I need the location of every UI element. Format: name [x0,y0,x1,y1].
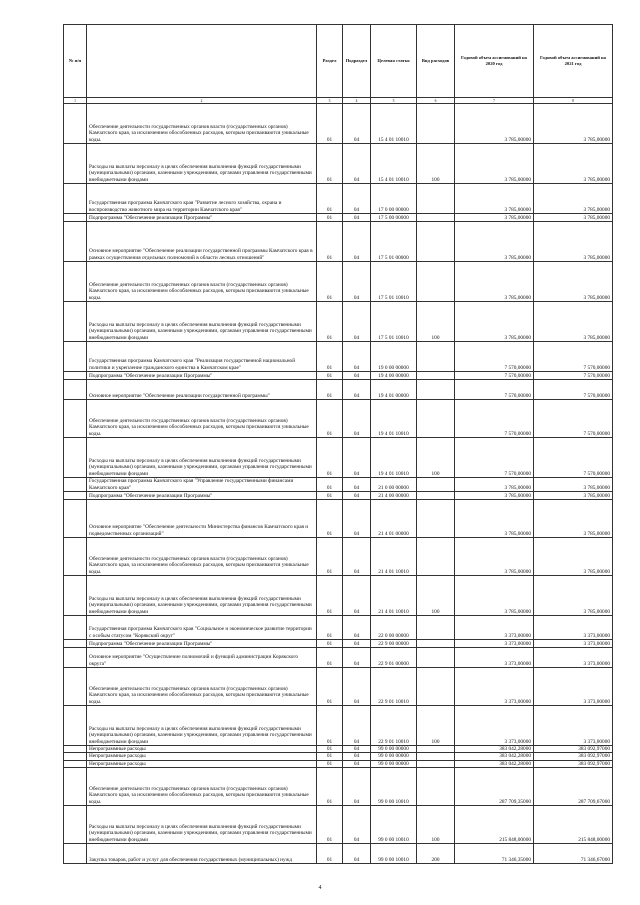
row-amount-2021: 3 373,00000 [534,706,613,746]
row-target-article: 17 5 01 00000 [371,222,417,262]
row-target-article: 15 4 01 10010 [371,104,417,144]
table-row [64,538,613,576]
row-subsection: 04 [343,640,371,648]
row-subsection: 04 [343,104,371,144]
row-expense-type [417,616,455,640]
row-number [64,668,87,706]
row-subsection: 04 [343,380,371,400]
row-target-article: 17 5 01 10010 [371,262,417,302]
row-section: 01 [317,372,343,380]
row-section: 01 [317,478,343,492]
row-amount-2020: 3 785,00000 [455,262,534,302]
row-section: 01 [317,214,343,222]
row-target-article: 17 0 00 00000 [371,184,417,214]
row-subsection: 04 [343,616,371,640]
table-row [64,342,613,372]
row-name: Непрограммные расходы [87,760,317,767]
row-expense-type [417,648,455,668]
row-amount-2021: 383 092,97000 [534,760,613,767]
row-section: 01 [317,342,343,372]
row-amount-2021: 3 373,00000 [534,616,613,640]
row-section: 01 [317,492,343,500]
row-section: 01 [317,438,343,478]
row-expense-type [417,372,455,380]
table-row [64,222,613,262]
table-row [64,478,613,492]
row-number [64,746,87,753]
row-expense-type [417,768,455,806]
row-section: 01 [317,538,343,576]
row-name: Непрограммные расходы [87,753,317,760]
row-amount-2021: 3 785,00000 [534,500,613,538]
table-row [64,668,613,706]
row-number [64,342,87,372]
col-number: 1 [64,98,87,104]
row-amount-2021: 3 785,00000 [534,478,613,492]
row-subsection: 04 [343,438,371,478]
row-name: Расходы на выплаты персоналу в целях обеспечения выполнения функций государственными (муниципальными) органами, казенными учреждениями, органами управления государственными внебюджетными фондами [87,302,317,342]
row-name: Расходы на выплаты персоналу в целях обеспечения выполнения функций государственными (муниципальными) органами, казенными учреждениями, органами управления государственными внебюджетными фондами [87,706,317,746]
col-number: 8 [534,98,613,104]
col-header-name [87,25,317,98]
row-name: Основное мероприятие "Обеспечение реализации государственной программы Камчатского края в рамках осуществления отдельных полномочий в области лесных отношений" [87,222,317,262]
row-section: 01 [317,753,343,760]
row-name: Непрограммные расходы [87,746,317,753]
row-amount-2021: 3 785,00000 [534,214,613,222]
row-amount-2021: 3 373,00000 [534,640,613,648]
row-subsection: 04 [343,214,371,222]
row-amount-2020: 3 785,00000 [455,144,534,184]
row-section: 01 [317,380,343,400]
row-amount-2020: 7 570,00000 [455,342,534,372]
row-amount-2020: 3 785,00000 [455,576,534,616]
table-row [64,706,613,746]
row-target-article: 22 9 01 10010 [371,706,417,746]
col-number: 4 [343,98,371,104]
row-number [64,262,87,302]
row-section: 01 [317,302,343,342]
row-amount-2020: 3 785,00000 [455,538,534,576]
row-amount-2021: 3 785,00000 [534,144,613,184]
row-expense-type [417,222,455,262]
row-amount-2021: 215 848,00000 [534,806,613,844]
row-number [64,144,87,184]
row-amount-2021: 71 346,67000 [534,844,613,864]
row-subsection: 04 [343,262,371,302]
row-number [64,768,87,806]
row-amount-2021: 7 570,00000 [534,438,613,478]
row-number [64,760,87,767]
col-number: 6 [417,98,455,104]
row-target-article: 99 0 00 00000 [371,760,417,767]
row-expense-type [417,262,455,302]
row-expense-type: 100 [417,576,455,616]
row-amount-2021: 3 785,00000 [534,538,613,576]
row-amount-2021: 3 785,00000 [534,104,613,144]
row-number [64,500,87,538]
row-amount-2021: 7 570,00000 [534,372,613,380]
page-number: 4 [318,885,322,891]
row-target-article: 21 4 01 00000 [371,500,417,538]
row-expense-type [417,500,455,538]
table-row [64,760,613,767]
row-number [64,616,87,640]
row-expense-type [417,478,455,492]
row-subsection: 04 [343,746,371,753]
row-amount-2020: 3 785,00000 [455,478,534,492]
row-expense-type: 100 [417,806,455,844]
table-row [64,144,613,184]
col-header-expense-type: Вид расходов [417,25,455,98]
row-name: Расходы на выплаты персоналу в целях обеспечения выполнения функций государственными (муниципальными) органами, казенными учреждениями, органами управления государственными внебюджетными фондами [87,576,317,616]
table-row [64,262,613,302]
row-target-article: 15 4 01 10010 [371,144,417,184]
row-subsection: 04 [343,342,371,372]
row-section: 01 [317,760,343,767]
col-header-2020: Годовой объем ассигнований на 2020 год [455,25,534,98]
row-section: 01 [317,768,343,806]
row-expense-type [417,184,455,214]
row-amount-2020: 3 785,00000 [455,500,534,538]
row-subsection: 04 [343,302,371,342]
col-number: 7 [455,98,534,104]
row-target-article: 99 0 00 10010 [371,806,417,844]
row-target-article: 22 9 01 10010 [371,668,417,706]
row-expense-type: 100 [417,706,455,746]
col-header-subsection: Подраздел [343,25,371,98]
row-target-article: 21 0 00 00000 [371,478,417,492]
row-subsection: 04 [343,844,371,864]
row-amount-2020: 383 042,28000 [455,746,534,753]
row-amount-2020: 215 848,00000 [455,806,534,844]
table-row [64,768,613,806]
col-header-number: № п/п [64,25,87,98]
row-amount-2021: 7 570,00000 [534,400,613,438]
row-expense-type [417,380,455,400]
table-row [64,648,613,668]
table-row [64,806,613,844]
row-subsection: 04 [343,706,371,746]
row-amount-2021: 3 373,00000 [534,668,613,706]
row-target-article: 19 4 01 00000 [371,380,417,400]
row-amount-2021: 3 785,00000 [534,576,613,616]
row-target-article: 17 5 00 00000 [371,214,417,222]
row-subsection: 04 [343,400,371,438]
header-row [64,25,613,98]
row-number [64,492,87,500]
row-amount-2020: 71 346,35000 [455,844,534,864]
row-amount-2020: 3 785,00000 [455,104,534,144]
row-expense-type [417,104,455,144]
row-section: 01 [317,706,343,746]
table-row [64,640,613,648]
row-amount-2020: 383 042,28000 [455,760,534,767]
row-number [64,214,87,222]
row-amount-2020: 7 570,00000 [455,400,534,438]
row-expense-type: 100 [417,144,455,184]
table-body [64,104,613,864]
row-number [64,844,87,864]
row-target-article: 22 0 00 00000 [371,616,417,640]
table-row [64,302,613,342]
row-target-article: 22 9 01 00000 [371,648,417,668]
row-number [64,400,87,438]
row-section: 01 [317,184,343,214]
row-target-article: 21 4 01 10010 [371,576,417,616]
col-number: 2 [87,98,317,104]
row-amount-2021: 7 570,00000 [534,380,613,400]
row-name: Обеспечение деятельности государственных органов власти (государственных органов) Камчатского края, за исключением обособленных расходов, которым присваиваются уникальные коды. [87,104,317,144]
row-subsection: 04 [343,538,371,576]
col-number: 5 [371,98,417,104]
table-row [64,492,613,500]
row-target-article: 99 0 00 00000 [371,753,417,760]
row-expense-type [417,640,455,648]
table-row [64,844,613,864]
row-subsection: 04 [343,760,371,767]
row-amount-2020: 3 373,00000 [455,648,534,668]
row-section: 01 [317,616,343,640]
row-subsection: 04 [343,753,371,760]
row-expense-type [417,746,455,753]
table-row [64,438,613,478]
row-number [64,104,87,144]
row-amount-2020: 3 785,00000 [455,302,534,342]
row-name: Государственная программа Камчатского края "Социальное и экономическое развитие территории с особым статусом "Корякский округ" [87,616,317,640]
row-expense-type [417,760,455,767]
row-subsection: 04 [343,222,371,262]
col-header-2021: Годовой объем ассигнований на 2021 год [534,25,613,98]
table-row [64,746,613,753]
row-name: Расходы на выплаты персоналу в целях обеспечения выполнения функций государственными (муниципальными) органами, казенными учреждениями, органами управления государственными внебюджетными фондами [87,438,317,478]
budget-table [63,24,613,864]
row-name: Обеспечение деятельности государственных органов власти (государственных органов) Камчатского края, за исключением обособленных расходов, которым присваиваются уникальные коды. [87,262,317,302]
row-amount-2020: 3 373,00000 [455,616,534,640]
row-amount-2020: 3 785,00000 [455,184,534,214]
row-name: Закупка товаров, работ и услуг для обеспечения государственных (муниципальных) нужд [87,844,317,864]
row-target-article: 17 5 01 10010 [371,302,417,342]
row-target-article: 99 0 00 00000 [371,746,417,753]
row-section: 01 [317,400,343,438]
row-target-article: 99 0 00 10010 [371,768,417,806]
row-name: Государственная программа Камчатского края "Реализация государственной национальной политики и укрепление гражданского единства в Камчатском крае" [87,342,317,372]
row-name: Основное мероприятие "Обеспечение реализации государственной программы" [87,380,317,400]
row-subsection: 04 [343,500,371,538]
row-number [64,538,87,576]
row-name: Обеспечение деятельности государственных органов власти (государственных органов) Камчатского края, за исключением обособленных расходов, которым присваиваются уникальные коды. [87,768,317,806]
row-name: Основное мероприятие "Обеспечение деятельности Министерства финансов Камчатского края и подведомственных организаций" [87,500,317,538]
row-target-article: 19 0 00 00000 [371,342,417,372]
row-number [64,576,87,616]
row-name: Подпрограмма "Обеспечение реализации Программы" [87,214,317,222]
row-amount-2020: 3 785,00000 [455,492,534,500]
row-name: Расходы на выплаты персоналу в целях обеспечения выполнения функций государственными (муниципальными) органами, казенными учреждениями, органами управления государственными внебюджетными фондами [87,806,317,844]
row-amount-2020: 3 785,00000 [455,214,534,222]
row-amount-2021: 7 570,00000 [534,342,613,372]
row-section: 01 [317,640,343,648]
row-section: 01 [317,222,343,262]
row-name: Основное мероприятие "Осуществление полномочий и функций администрации Корякского округа" [87,648,317,668]
row-expense-type [417,538,455,576]
row-number [64,222,87,262]
row-expense-type [417,492,455,500]
row-name: Обеспечение деятельности государственных органов власти (государственных органов) Камчатского края, за исключением обособленных расходов, которым присваиваются уникальные коды. [87,538,317,576]
row-name: Подпрограмма "Обеспечение реализации Программы" [87,372,317,380]
row-number [64,706,87,746]
row-expense-type [417,753,455,760]
row-amount-2020: 287 709,35000 [455,768,534,806]
row-subsection: 04 [343,144,371,184]
row-target-article: 19 4 01 10010 [371,400,417,438]
table-row [64,576,613,616]
row-section: 01 [317,806,343,844]
row-number [64,438,87,478]
row-section: 01 [317,746,343,753]
row-amount-2020: 7 570,00000 [455,438,534,478]
row-target-article: 22 9 00 00000 [371,640,417,648]
row-amount-2020: 7 570,00000 [455,372,534,380]
row-number [64,478,87,492]
row-amount-2021: 3 785,00000 [534,302,613,342]
row-name: Обеспечение деятельности государственных органов власти (государственных органов) Камчатского края, за исключением обособленных расходов, которым присваиваются уникальные коды. [87,400,317,438]
table-row [64,214,613,222]
row-expense-type [417,668,455,706]
row-amount-2021: 3 785,00000 [534,262,613,302]
row-target-article: 19 4 00 00000 [371,372,417,380]
row-number [64,372,87,380]
row-subsection: 04 [343,768,371,806]
row-amount-2020: 3 785,00000 [455,222,534,262]
row-section: 01 [317,144,343,184]
row-subsection: 04 [343,492,371,500]
row-amount-2020: 3 373,00000 [455,706,534,746]
row-number [64,640,87,648]
row-number [64,302,87,342]
row-target-article: 19 4 01 10010 [371,438,417,478]
row-section: 01 [317,648,343,668]
table-row [64,184,613,214]
table-row [64,372,613,380]
row-amount-2020: 7 570,00000 [455,380,534,400]
row-section: 01 [317,668,343,706]
table-row [64,500,613,538]
row-amount-2021: 3 785,00000 [534,222,613,262]
row-subsection: 04 [343,648,371,668]
row-amount-2020: 383 042,28000 [455,753,534,760]
row-subsection: 04 [343,668,371,706]
row-number [64,806,87,844]
row-target-article: 21 4 01 10010 [371,538,417,576]
row-section: 01 [317,500,343,538]
row-amount-2021: 287 709,67000 [534,768,613,806]
row-amount-2021: 3 785,00000 [534,492,613,500]
row-subsection: 04 [343,478,371,492]
row-number [64,380,87,400]
row-section: 01 [317,262,343,302]
row-amount-2021: 383 092,97000 [534,753,613,760]
row-number [64,753,87,760]
row-number [64,648,87,668]
row-name: Обеспечение деятельности государственных органов власти (государственных органов) Камчатского края, за исключением обособленных расходов, которым присваиваются уникальные коды. [87,668,317,706]
table-row [64,753,613,760]
table-row [64,400,613,438]
row-target-article: 21 4 00 00000 [371,492,417,500]
row-name: Подпрограмма "Обеспечение реализации Программы" [87,492,317,500]
row-name: Государственная программа Камчатского края "Развитие лесного хозяйства, охрана и воспроизводство животного мира на территории Камчатского края" [87,184,317,214]
row-expense-type [417,342,455,372]
row-target-article: 99 0 00 10010 [371,844,417,864]
row-expense-type: 200 [417,844,455,864]
col-number: 3 [317,98,343,104]
table-row [64,616,613,640]
row-section: 01 [317,576,343,616]
col-header-target-article: Целевая статья [371,25,417,98]
table-row [64,380,613,400]
row-amount-2021: 3 785,00000 [534,184,613,214]
row-name: Расходы на выплаты персоналу в целях обеспечения выполнения функций государственными (муниципальными) органами, казенными учреждениями, органами управления государственными внебюджетными фондами [87,144,317,184]
row-subsection: 04 [343,372,371,380]
table-row [64,104,613,144]
row-expense-type [417,214,455,222]
row-section: 01 [317,104,343,144]
row-subsection: 04 [343,184,371,214]
row-amount-2020: 3 373,00000 [455,640,534,648]
row-amount-2021: 383 092,97000 [534,746,613,753]
row-subsection: 04 [343,576,371,616]
col-header-section: Раздел [317,25,343,98]
row-expense-type [417,400,455,438]
row-name: Государственная программа Камчатского края "Управление государственными финансами Камчатского края" [87,478,317,492]
row-subsection: 04 [343,806,371,844]
row-section: 01 [317,844,343,864]
row-amount-2020: 3 373,00000 [455,668,534,706]
row-amount-2021: 3 373,00000 [534,648,613,668]
row-name: Подпрограмма "Обеспечение реализации Программы" [87,640,317,648]
row-expense-type: 100 [417,438,455,478]
row-expense-type: 100 [417,302,455,342]
row-number [64,184,87,214]
